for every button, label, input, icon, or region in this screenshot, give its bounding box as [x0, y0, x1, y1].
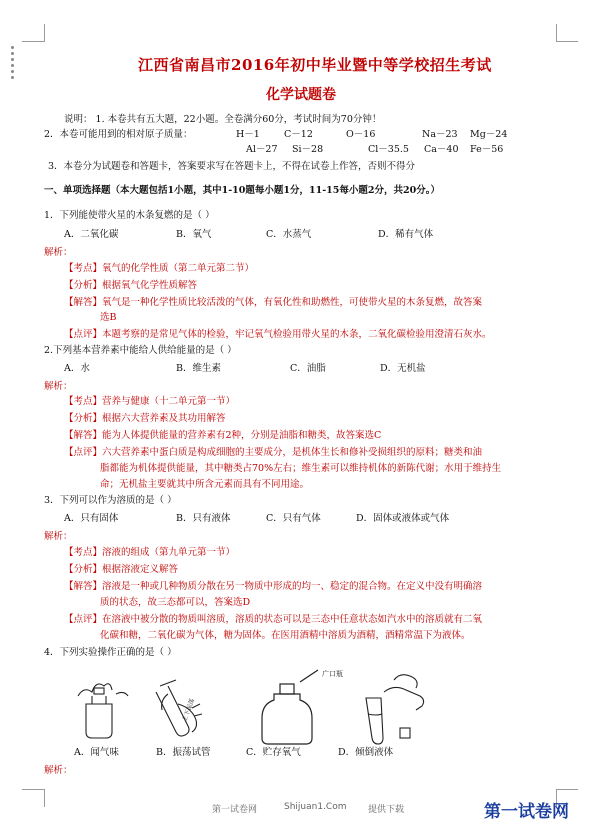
- q4-option-b: B．振荡试管: [156, 747, 211, 758]
- crop-mark-top-left-h: [22, 41, 44, 42]
- q3-jiexi-label: 解析：: [44, 531, 73, 542]
- crop-mark-top-left-v: [44, 24, 45, 42]
- q2-dianping-line2: 脂都能为机体提供能量，其中糖类占70%左右；维生素可以维持机体的新陈代谢；水用于维持生: [100, 463, 502, 474]
- q1-option-c: C．水蒸气: [266, 229, 312, 240]
- q2-fenxi: 【分析】根据六大营养素及其功用解答: [64, 413, 226, 424]
- q4-jiexi-label: 解析：: [44, 765, 73, 776]
- mass-mg: Mg－24: [470, 129, 508, 140]
- q4-option-c: C．贮存氧气: [246, 747, 301, 758]
- q3-option-d: D．固体或液体或气体: [356, 513, 450, 524]
- mass-cl: Cl－35.5: [368, 144, 409, 155]
- q2-kaodian: 【考点】营养与健康（十二单元第一节）: [64, 396, 236, 407]
- q2-jieda: 【解答】能为人体提供能量的营养素有2种，分别是油脂和糖类，故答案选C: [64, 430, 382, 441]
- mass-c: C－12: [284, 129, 313, 140]
- footer-site-name: 第一试卷网: [212, 805, 258, 815]
- q3-option-c: C．只有气体: [266, 513, 321, 524]
- q1-option-a: A．二氧化碳: [64, 229, 119, 240]
- brand-logo-text: 第一试卷网: [484, 802, 569, 822]
- mass-ca: Ca－40: [424, 144, 459, 155]
- mass-al: Al－27: [246, 144, 278, 155]
- q1-dianping: 【点评】本题考察的是常见气体的检验，牢记氧气检验用带火星的木条，二氧化碳检验用澄清石灰水。: [64, 329, 492, 340]
- q1-jieda-line1: 【解答】氧气是一种化学性质比较活泼的气体，有氧化性和助燃性，可使带火星的木条复燃，故答案: [64, 297, 483, 308]
- q1-option-d: D．稀有气体: [378, 229, 434, 240]
- crop-mark-bottom-left-v: [44, 789, 45, 807]
- mass-si: Si－28: [292, 144, 324, 155]
- q1-jieda-line2: 选B: [100, 312, 117, 323]
- q2-option-c: C．油脂: [290, 363, 326, 374]
- q4-illustrations: [64, 664, 524, 748]
- q1-option-b: B．氧气: [176, 229, 212, 240]
- q1-kaodian: 【考点】氧气的化学性质（第二单元第二节）: [64, 263, 255, 274]
- drag-handle-icon[interactable]: [11, 46, 19, 82]
- q2-option-b: B．维生素: [176, 363, 221, 374]
- q2-dianping-line3: 命；无机盐主要就其中所含元素而具有不同用途。: [100, 479, 310, 490]
- q2-stem: 2.下列基本营养素中能给人供给能量的是（ ）: [44, 345, 237, 356]
- pour-liquid-illustration: [366, 675, 424, 744]
- q1-fenxi: 【分析】根据氧气化学性质解答: [64, 280, 198, 291]
- crop-mark-bottom-left-h: [22, 789, 44, 790]
- exam-subtitle: 化学试题卷: [266, 87, 336, 103]
- q2-option-a: A．水: [64, 363, 90, 374]
- q3-jieda-line2: 质的状态，故三态都可以，答案选D: [100, 597, 251, 608]
- exam-title: 江西省南昌市2016年初中毕业暨中等学校招生考试: [138, 56, 492, 74]
- footer-download-text: 提供下载: [368, 805, 405, 815]
- note-1: 说明： 1. 本卷共有五大题，22小题。全卷满分60分，考试时间为70分钟！: [64, 114, 382, 125]
- mass-na: Na－23: [422, 129, 458, 140]
- crop-mark-bottom-right-h: [556, 789, 578, 790]
- note-2: 2．本卷可能用到的相对原子质量：: [44, 129, 193, 140]
- mass-fe: Fe－56: [470, 144, 504, 155]
- q3-jieda-line1: 【解答】溶液是一种或几种物质分散在另一物质中形成的均一、稳定的混合物。在定义中没有明确溶: [64, 581, 483, 592]
- q3-fenxi: 【分析】根据溶液定义解答: [64, 564, 179, 575]
- q3-option-a: A．只有固体: [64, 513, 119, 524]
- q1-jiexi-label: 解析：: [44, 247, 73, 258]
- q4-option-a: A．闻气味: [74, 747, 119, 758]
- footer-site-url[interactable]: Shijuan1.Com: [284, 802, 347, 812]
- mass-h: H－1: [236, 129, 260, 140]
- q2-option-d: D．无机盐: [380, 363, 426, 374]
- crop-mark-top-right-v: [556, 24, 557, 42]
- q4-option-d: D．倾倒液体: [338, 747, 394, 758]
- q2-dianping-line1: 【点评】六大营养素中蛋白质是构成细胞的主要成分，是机体生长和修补受损组织的原料；糖类和油: [64, 447, 483, 458]
- q3-option-b: B．只有液体: [176, 513, 231, 524]
- q1-stem: 1．下列能使带火星的木条复燃的是（ ）: [44, 210, 215, 221]
- jar-label: 广口瓶: [322, 670, 343, 678]
- crop-mark-top-right-h: [556, 41, 578, 42]
- q2-jiexi-label: 解析：: [44, 381, 73, 392]
- q3-stem: 3．下列可以作为溶质的是（ ）: [44, 495, 177, 506]
- q3-dianping-line2: 化碳和糖，二氧化碳为气体，糖为固体。在医用酒精中溶质为酒精，酒精常温下为液体。: [100, 630, 471, 641]
- wide-mouth-jar-illustration: [262, 670, 318, 744]
- smell-gas-illustration: [78, 684, 128, 738]
- shake-direction-label: 上下振荡: [181, 697, 197, 723]
- q3-kaodian: 【考点】溶液的组成（第九单元第一节）: [64, 547, 236, 558]
- shake-test-tube-illustration: [156, 680, 202, 736]
- q4-stem: 4．下列实验操作正确的是（ ）: [44, 647, 177, 658]
- mass-o: O－16: [346, 129, 376, 140]
- note-3: 3．本卷分为试题卷和答题卡，答案要求写在答题卡上，不得在试卷上作答，否则不得分: [48, 161, 416, 172]
- section-heading: 一、单项选择题（本大题包括1小题，其中1-10题每小题1分，11-15每小题2分，共20分。）: [44, 185, 440, 196]
- q3-dianping-line1: 【点评】在溶液中被分散的物质叫溶质，溶质的状态可以是三态中任意状态如汽水中的溶质就有二氧: [64, 614, 483, 625]
